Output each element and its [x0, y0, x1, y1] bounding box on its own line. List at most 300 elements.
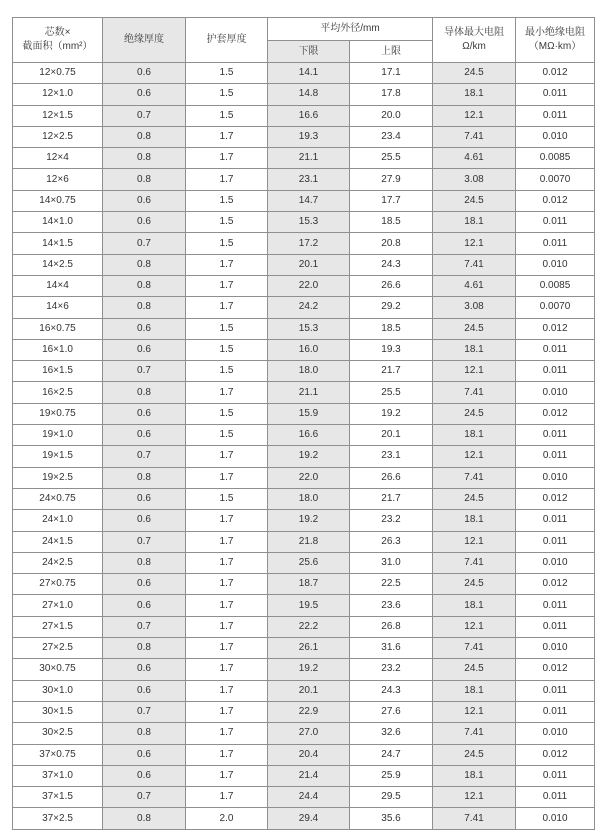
cell-insulation: 0.8	[103, 382, 186, 403]
cell-spec: 16×2.5	[13, 382, 103, 403]
cell-od-upper: 27.6	[350, 701, 433, 722]
cell-spec: 14×1.0	[13, 212, 103, 233]
cell-insulation: 0.7	[103, 701, 186, 722]
cell-sheath: 1.7	[186, 148, 268, 169]
cell-min-insulation: 0.010	[516, 126, 595, 147]
table-row	[13, 659, 595, 680]
cell-resistance: 12.1	[433, 701, 516, 722]
cell-min-insulation: 0.0070	[516, 169, 595, 190]
cell-spec: 19×0.75	[13, 403, 103, 424]
table-row	[13, 744, 595, 765]
cell-sheath: 1.5	[186, 403, 268, 424]
cell-od-upper: 17.7	[350, 190, 433, 211]
cell-min-insulation: 0.011	[516, 680, 595, 701]
cell-od-lower: 17.2	[268, 233, 350, 254]
cell-od-lower: 18.7	[268, 574, 350, 595]
cell-insulation: 0.6	[103, 190, 186, 211]
cell-sheath: 1.7	[186, 723, 268, 744]
cell-min-insulation: 0.010	[516, 467, 595, 488]
cell-resistance: 7.41	[433, 638, 516, 659]
cell-sheath: 1.7	[186, 126, 268, 147]
cell-sheath: 1.7	[186, 765, 268, 786]
cell-resistance: 24.5	[433, 488, 516, 509]
table-row	[13, 105, 595, 126]
cell-insulation: 0.6	[103, 574, 186, 595]
cell-spec: 12×2.5	[13, 126, 103, 147]
cell-od-upper: 20.0	[350, 105, 433, 126]
cell-min-insulation: 0.012	[516, 488, 595, 509]
cell-spec: 27×2.5	[13, 638, 103, 659]
cell-sheath: 1.5	[186, 339, 268, 360]
cell-insulation: 0.6	[103, 659, 186, 680]
cell-resistance: 18.1	[433, 425, 516, 446]
table-row	[13, 63, 595, 84]
cell-sheath: 1.5	[186, 233, 268, 254]
header-resistance-line1: 导体最大电阻	[444, 27, 505, 38]
cell-resistance: 18.1	[433, 84, 516, 105]
table-row	[13, 190, 595, 211]
cell-od-lower: 22.2	[268, 616, 350, 637]
header-upper-limit: 上限	[350, 41, 433, 63]
cell-od-upper: 22.5	[350, 574, 433, 595]
cell-min-insulation: 0.010	[516, 808, 595, 829]
cell-sheath: 1.7	[186, 787, 268, 808]
cell-resistance: 18.1	[433, 212, 516, 233]
cell-od-lower: 26.1	[268, 638, 350, 659]
header-min-insulation-resistance	[516, 18, 595, 63]
cell-od-upper: 29.5	[350, 787, 433, 808]
cell-od-upper: 17.8	[350, 84, 433, 105]
cell-min-insulation: 0.011	[516, 595, 595, 616]
cell-spec: 14×1.5	[13, 233, 103, 254]
cell-od-upper: 24.3	[350, 680, 433, 701]
table-row	[13, 425, 595, 446]
cell-insulation: 0.8	[103, 126, 186, 147]
cell-od-upper: 25.5	[350, 382, 433, 403]
cell-od-upper: 23.2	[350, 659, 433, 680]
cell-insulation: 0.7	[103, 361, 186, 382]
table-body	[13, 63, 595, 830]
cell-spec: 14×6	[13, 297, 103, 318]
cell-od-upper: 29.2	[350, 297, 433, 318]
cell-sheath: 1.7	[186, 595, 268, 616]
cell-od-upper: 26.8	[350, 616, 433, 637]
cell-sheath: 1.7	[186, 169, 268, 190]
cell-od-lower: 18.0	[268, 488, 350, 509]
cell-od-upper: 27.9	[350, 169, 433, 190]
cell-min-insulation: 0.0085	[516, 275, 595, 296]
cell-insulation: 0.6	[103, 510, 186, 531]
table-row	[13, 169, 595, 190]
cell-min-insulation: 0.012	[516, 659, 595, 680]
cell-spec: 19×1.0	[13, 425, 103, 446]
cell-resistance: 24.5	[433, 659, 516, 680]
cell-spec: 30×1.0	[13, 680, 103, 701]
cable-spec-table	[12, 17, 595, 830]
cell-resistance: 12.1	[433, 531, 516, 552]
cell-min-insulation: 0.011	[516, 105, 595, 126]
cell-od-lower: 16.6	[268, 105, 350, 126]
cell-spec: 37×0.75	[13, 744, 103, 765]
table-row	[13, 275, 595, 296]
table-row	[13, 787, 595, 808]
cell-od-upper: 35.6	[350, 808, 433, 829]
cell-resistance: 24.5	[433, 574, 516, 595]
cell-od-lower: 19.3	[268, 126, 350, 147]
cell-sheath: 1.7	[186, 531, 268, 552]
cell-sheath: 1.7	[186, 510, 268, 531]
cell-spec: 14×2.5	[13, 254, 103, 275]
cell-od-upper: 23.1	[350, 446, 433, 467]
cell-spec: 12×4	[13, 148, 103, 169]
cell-od-lower: 24.2	[268, 297, 350, 318]
cell-insulation: 0.6	[103, 595, 186, 616]
cell-sheath: 1.7	[186, 446, 268, 467]
cell-resistance: 24.5	[433, 744, 516, 765]
table-row	[13, 233, 595, 254]
cell-min-insulation: 0.011	[516, 531, 595, 552]
cell-insulation: 0.7	[103, 446, 186, 467]
table-row	[13, 361, 595, 382]
cell-od-lower: 15.3	[268, 318, 350, 339]
cell-insulation: 0.8	[103, 808, 186, 829]
cell-min-insulation: 0.011	[516, 765, 595, 786]
table-row	[13, 446, 595, 467]
cell-sheath: 1.5	[186, 63, 268, 84]
cell-sheath: 1.5	[186, 105, 268, 126]
cell-od-lower: 21.1	[268, 148, 350, 169]
table-row	[13, 126, 595, 147]
table-row	[13, 488, 595, 509]
cell-sheath: 1.7	[186, 574, 268, 595]
cell-od-lower: 21.8	[268, 531, 350, 552]
cell-sheath: 1.7	[186, 467, 268, 488]
cell-od-lower: 19.5	[268, 595, 350, 616]
cell-od-upper: 25.9	[350, 765, 433, 786]
cell-sheath: 1.7	[186, 701, 268, 722]
cell-min-insulation: 0.010	[516, 552, 595, 573]
cell-od-lower: 20.4	[268, 744, 350, 765]
cell-resistance: 4.61	[433, 275, 516, 296]
cell-spec: 24×2.5	[13, 552, 103, 573]
table-row	[13, 723, 595, 744]
cell-resistance: 24.5	[433, 403, 516, 424]
cell-resistance: 7.41	[433, 552, 516, 573]
cell-od-lower: 19.2	[268, 446, 350, 467]
cell-od-upper: 18.5	[350, 212, 433, 233]
table-row	[13, 339, 595, 360]
cell-sheath: 1.7	[186, 382, 268, 403]
cell-od-upper: 21.7	[350, 488, 433, 509]
table-row	[13, 510, 595, 531]
cell-min-insulation: 0.012	[516, 403, 595, 424]
cell-spec: 24×0.75	[13, 488, 103, 509]
cell-od-lower: 20.1	[268, 254, 350, 275]
header-spec-line1: 芯数×	[44, 27, 71, 38]
cell-insulation: 0.6	[103, 339, 186, 360]
cell-min-insulation: 0.011	[516, 787, 595, 808]
cell-resistance: 18.1	[433, 510, 516, 531]
cell-min-insulation: 0.011	[516, 233, 595, 254]
cell-min-insulation: 0.010	[516, 723, 595, 744]
cell-resistance: 12.1	[433, 233, 516, 254]
cell-insulation: 0.6	[103, 84, 186, 105]
cell-insulation: 0.8	[103, 297, 186, 318]
cell-sheath: 1.7	[186, 744, 268, 765]
cell-od-lower: 15.3	[268, 212, 350, 233]
cell-spec: 19×1.5	[13, 446, 103, 467]
cell-insulation: 0.7	[103, 105, 186, 126]
table-row	[13, 701, 595, 722]
cell-od-lower: 20.1	[268, 680, 350, 701]
cell-resistance: 7.41	[433, 723, 516, 744]
cell-sheath: 1.7	[186, 254, 268, 275]
cell-od-upper: 26.6	[350, 275, 433, 296]
header-average-outer-diameter: 平均外径/mm	[268, 18, 433, 41]
cell-spec: 27×1.5	[13, 616, 103, 637]
cell-insulation: 0.8	[103, 552, 186, 573]
table-row	[13, 84, 595, 105]
cell-sheath: 1.7	[186, 638, 268, 659]
table-row	[13, 808, 595, 829]
cell-insulation: 0.6	[103, 212, 186, 233]
cell-insulation: 0.8	[103, 723, 186, 744]
cell-od-upper: 31.0	[350, 552, 433, 573]
table-row	[13, 254, 595, 275]
cell-od-lower: 14.1	[268, 63, 350, 84]
cell-od-upper: 20.1	[350, 425, 433, 446]
cell-min-insulation: 0.012	[516, 63, 595, 84]
table-row	[13, 212, 595, 233]
cell-od-lower: 22.9	[268, 701, 350, 722]
cell-od-lower: 22.0	[268, 275, 350, 296]
cell-min-insulation: 0.0070	[516, 297, 595, 318]
cell-resistance: 18.1	[433, 680, 516, 701]
cell-spec: 30×0.75	[13, 659, 103, 680]
cell-resistance: 12.1	[433, 361, 516, 382]
cell-insulation: 0.7	[103, 616, 186, 637]
cell-resistance: 18.1	[433, 765, 516, 786]
cell-insulation: 0.6	[103, 488, 186, 509]
cell-resistance: 12.1	[433, 446, 516, 467]
cell-insulation: 0.8	[103, 275, 186, 296]
cell-spec: 12×0.75	[13, 63, 103, 84]
cell-resistance: 24.5	[433, 318, 516, 339]
cell-od-lower: 22.0	[268, 467, 350, 488]
table-row	[13, 616, 595, 637]
cell-insulation: 0.6	[103, 680, 186, 701]
cell-min-insulation: 0.011	[516, 701, 595, 722]
cell-od-lower: 25.6	[268, 552, 350, 573]
cell-spec: 14×0.75	[13, 190, 103, 211]
header-min-ins-line1: 最小绝缘电阻	[525, 27, 586, 38]
cell-od-lower: 29.4	[268, 808, 350, 829]
header-spec-line2: 截面积（mm²）	[22, 41, 93, 52]
cell-od-lower: 14.7	[268, 190, 350, 211]
cell-insulation: 0.8	[103, 638, 186, 659]
cell-insulation: 0.8	[103, 148, 186, 169]
cell-sheath: 1.5	[186, 84, 268, 105]
cell-spec: 24×1.0	[13, 510, 103, 531]
cell-insulation: 0.6	[103, 318, 186, 339]
cell-sheath: 1.7	[186, 297, 268, 318]
header-sheath-thickness: 护套厚度	[186, 18, 268, 63]
table-row	[13, 552, 595, 573]
cell-min-insulation: 0.011	[516, 616, 595, 637]
cell-min-insulation: 0.011	[516, 425, 595, 446]
cell-spec: 37×1.0	[13, 765, 103, 786]
cell-od-lower: 18.0	[268, 361, 350, 382]
cell-insulation: 0.6	[103, 765, 186, 786]
cell-od-lower: 14.8	[268, 84, 350, 105]
cell-insulation: 0.7	[103, 233, 186, 254]
cell-insulation: 0.7	[103, 787, 186, 808]
cell-insulation: 0.7	[103, 531, 186, 552]
table-row	[13, 680, 595, 701]
cell-spec: 24×1.5	[13, 531, 103, 552]
cell-od-upper: 31.6	[350, 638, 433, 659]
cell-resistance: 3.08	[433, 297, 516, 318]
cell-od-upper: 26.6	[350, 467, 433, 488]
cell-spec: 37×2.5	[13, 808, 103, 829]
table-row	[13, 765, 595, 786]
table-row	[13, 531, 595, 552]
cell-sheath: 1.5	[186, 488, 268, 509]
cell-insulation: 0.6	[103, 744, 186, 765]
cell-insulation: 0.8	[103, 169, 186, 190]
header-min-ins-line2: （MΩ·km）	[528, 41, 582, 52]
cell-sheath: 1.7	[186, 616, 268, 637]
cell-min-insulation: 0.011	[516, 361, 595, 382]
header-insulation-thickness: 绝缘厚度	[103, 18, 186, 63]
cell-spec: 12×6	[13, 169, 103, 190]
cell-od-upper: 25.5	[350, 148, 433, 169]
cell-sheath: 1.7	[186, 275, 268, 296]
header-lower-limit: 下限	[268, 41, 350, 63]
cell-od-lower: 23.1	[268, 169, 350, 190]
cell-sheath: 1.7	[186, 659, 268, 680]
cell-min-insulation: 0.011	[516, 446, 595, 467]
cell-min-insulation: 0.010	[516, 254, 595, 275]
cell-sheath: 1.5	[186, 212, 268, 233]
cell-min-insulation: 0.012	[516, 744, 595, 765]
table-row	[13, 148, 595, 169]
cell-resistance: 18.1	[433, 595, 516, 616]
cell-od-upper: 17.1	[350, 63, 433, 84]
cell-sheath: 1.5	[186, 190, 268, 211]
cell-od-upper: 24.3	[350, 254, 433, 275]
cell-od-lower: 19.2	[268, 510, 350, 531]
table-row	[13, 318, 595, 339]
cell-spec: 30×1.5	[13, 701, 103, 722]
cell-spec: 16×1.5	[13, 361, 103, 382]
cell-min-insulation: 0.012	[516, 190, 595, 211]
cell-sheath: 1.5	[186, 318, 268, 339]
cell-resistance: 12.1	[433, 787, 516, 808]
cell-min-insulation: 0.0085	[516, 148, 595, 169]
cell-spec: 30×2.5	[13, 723, 103, 744]
table-row	[13, 382, 595, 403]
cell-od-upper: 23.4	[350, 126, 433, 147]
cell-min-insulation: 0.011	[516, 510, 595, 531]
cell-resistance: 7.41	[433, 808, 516, 829]
cell-insulation: 0.6	[103, 403, 186, 424]
cell-resistance: 7.41	[433, 254, 516, 275]
cell-spec: 19×2.5	[13, 467, 103, 488]
cell-resistance: 24.5	[433, 63, 516, 84]
cell-min-insulation: 0.011	[516, 339, 595, 360]
cell-resistance: 12.1	[433, 105, 516, 126]
cell-insulation: 0.6	[103, 63, 186, 84]
cell-resistance: 4.61	[433, 148, 516, 169]
cell-min-insulation: 0.011	[516, 212, 595, 233]
cell-insulation: 0.8	[103, 254, 186, 275]
cell-od-upper: 20.8	[350, 233, 433, 254]
cell-resistance: 7.41	[433, 126, 516, 147]
cell-od-lower: 16.6	[268, 425, 350, 446]
cell-insulation: 0.8	[103, 467, 186, 488]
cell-resistance: 24.5	[433, 190, 516, 211]
cell-od-lower: 15.9	[268, 403, 350, 424]
cell-od-upper: 18.5	[350, 318, 433, 339]
cell-od-upper: 24.7	[350, 744, 433, 765]
table-row	[13, 297, 595, 318]
table-row	[13, 638, 595, 659]
cell-spec: 12×1.0	[13, 84, 103, 105]
cell-spec: 16×0.75	[13, 318, 103, 339]
cell-od-upper: 32.6	[350, 723, 433, 744]
cell-resistance: 18.1	[433, 339, 516, 360]
cell-sheath: 1.7	[186, 680, 268, 701]
table-row	[13, 403, 595, 424]
header-resistance-line2: Ω/km	[462, 41, 486, 52]
cell-sheath: 1.5	[186, 361, 268, 382]
cell-insulation: 0.6	[103, 425, 186, 446]
cell-min-insulation: 0.010	[516, 382, 595, 403]
cell-resistance: 7.41	[433, 467, 516, 488]
cell-min-insulation: 0.010	[516, 638, 595, 659]
cell-min-insulation: 0.012	[516, 574, 595, 595]
cell-spec: 12×1.5	[13, 105, 103, 126]
cell-sheath: 1.5	[186, 425, 268, 446]
cell-od-lower: 27.0	[268, 723, 350, 744]
cell-od-upper: 23.2	[350, 510, 433, 531]
table-row	[13, 574, 595, 595]
cell-od-upper: 19.2	[350, 403, 433, 424]
cell-spec: 14×4	[13, 275, 103, 296]
cell-spec: 16×1.0	[13, 339, 103, 360]
cell-resistance: 7.41	[433, 382, 516, 403]
cell-sheath: 2.0	[186, 808, 268, 829]
cell-od-lower: 21.4	[268, 765, 350, 786]
cell-spec: 27×0.75	[13, 574, 103, 595]
cell-od-upper: 23.6	[350, 595, 433, 616]
cell-min-insulation: 0.012	[516, 318, 595, 339]
cell-od-lower: 21.1	[268, 382, 350, 403]
table-row	[13, 595, 595, 616]
header-spec	[13, 18, 103, 63]
cell-od-upper: 26.3	[350, 531, 433, 552]
cell-resistance: 12.1	[433, 616, 516, 637]
table-row	[13, 467, 595, 488]
cell-od-lower: 24.4	[268, 787, 350, 808]
cell-od-lower: 16.0	[268, 339, 350, 360]
cell-sheath: 1.7	[186, 552, 268, 573]
cell-spec: 27×1.0	[13, 595, 103, 616]
cell-min-insulation: 0.011	[516, 84, 595, 105]
cell-spec: 37×1.5	[13, 787, 103, 808]
cell-od-upper: 19.3	[350, 339, 433, 360]
